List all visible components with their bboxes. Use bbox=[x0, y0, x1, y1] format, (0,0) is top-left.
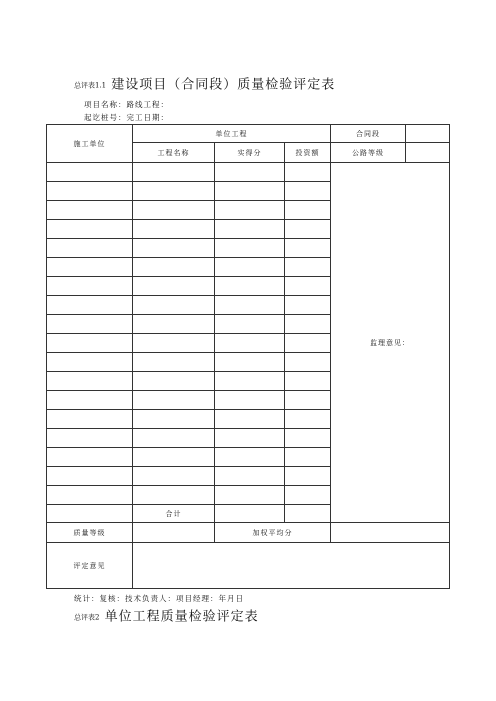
actual-score-cell[interactable] bbox=[215, 220, 285, 239]
unit-cell[interactable] bbox=[47, 201, 133, 220]
actual-score-cell[interactable] bbox=[215, 258, 285, 277]
unit-cell[interactable] bbox=[47, 429, 133, 448]
unit-cell[interactable] bbox=[47, 353, 133, 372]
actual-score-cell[interactable] bbox=[215, 486, 285, 505]
subtotal-score-cell[interactable] bbox=[215, 505, 285, 523]
investment-header: 投资额 bbox=[285, 143, 331, 163]
project-name-cell[interactable] bbox=[133, 448, 215, 467]
form-heading-1: 建设项目（合同段）质量检验评定表 bbox=[111, 77, 336, 93]
investment-cell[interactable] bbox=[285, 391, 331, 410]
unit-cell[interactable] bbox=[47, 410, 133, 429]
project-name-cell[interactable] bbox=[133, 258, 215, 277]
unit-cell[interactable] bbox=[47, 467, 133, 486]
form-title-1 bbox=[74, 76, 335, 94]
actual-score-cell[interactable] bbox=[215, 372, 285, 391]
unit-cell[interactable] bbox=[47, 163, 133, 182]
actual-score-cell[interactable] bbox=[215, 277, 285, 296]
investment-cell[interactable] bbox=[285, 429, 331, 448]
investment-cell[interactable] bbox=[285, 353, 331, 372]
project-name-cell[interactable] bbox=[133, 182, 215, 201]
weighted-average-value[interactable] bbox=[331, 523, 450, 543]
form-number-2: 总评表2 bbox=[74, 613, 100, 622]
project-name-cell[interactable] bbox=[133, 277, 215, 296]
unit-project-header: 单位工程 bbox=[133, 125, 331, 143]
unit-cell[interactable] bbox=[47, 182, 133, 201]
investment-cell[interactable] bbox=[285, 239, 331, 258]
unit-cell[interactable] bbox=[47, 391, 133, 410]
investment-cell[interactable] bbox=[285, 277, 331, 296]
supervision-opinion-cell[interactable] bbox=[331, 163, 450, 523]
weighted-average-label: 加权平均分 bbox=[215, 523, 331, 543]
unit-cell[interactable] bbox=[47, 220, 133, 239]
actual-score-cell[interactable] bbox=[215, 448, 285, 467]
subtotal-investment-cell[interactable] bbox=[285, 505, 331, 523]
actual-score-cell[interactable] bbox=[215, 467, 285, 486]
unit-cell[interactable] bbox=[47, 372, 133, 391]
form-number-1: 总评表1.1 bbox=[74, 81, 107, 90]
subtotal-unit-cell bbox=[47, 505, 133, 523]
investment-cell[interactable] bbox=[285, 486, 331, 505]
investment-cell[interactable] bbox=[285, 258, 331, 277]
project-name-cell[interactable] bbox=[133, 315, 215, 334]
investment-cell[interactable] bbox=[285, 334, 331, 353]
project-name-cell[interactable] bbox=[133, 372, 215, 391]
actual-score-cell[interactable] bbox=[215, 182, 285, 201]
unit-cell[interactable] bbox=[47, 239, 133, 258]
actual-score-cell[interactable] bbox=[215, 239, 285, 258]
investment-cell[interactable] bbox=[285, 448, 331, 467]
evaluation-opinion-label: 评定意见 bbox=[47, 543, 133, 589]
unit-cell[interactable] bbox=[47, 315, 133, 334]
project-name-cell[interactable] bbox=[133, 410, 215, 429]
unit-cell[interactable] bbox=[47, 334, 133, 353]
actual-score-header: 实得分 bbox=[215, 143, 285, 163]
project-name-cell[interactable] bbox=[133, 239, 215, 258]
contract-section-header: 合同段 bbox=[331, 125, 406, 143]
project-name-cell[interactable] bbox=[133, 163, 215, 182]
investment-cell[interactable] bbox=[285, 201, 331, 220]
actual-score-cell[interactable] bbox=[215, 410, 285, 429]
actual-score-cell[interactable] bbox=[215, 334, 285, 353]
project-name-cell[interactable] bbox=[133, 201, 215, 220]
unit-cell[interactable] bbox=[47, 296, 133, 315]
actual-score-cell[interactable] bbox=[215, 391, 285, 410]
project-name-cell[interactable] bbox=[133, 334, 215, 353]
supervision-opinion-label: 监理意见： bbox=[370, 338, 410, 347]
quality-grade-value[interactable] bbox=[133, 523, 215, 543]
actual-score-cell[interactable] bbox=[215, 163, 285, 182]
unit-cell[interactable] bbox=[47, 258, 133, 277]
project-name-cell[interactable] bbox=[133, 486, 215, 505]
actual-score-cell[interactable] bbox=[215, 315, 285, 334]
unit-cell[interactable] bbox=[47, 486, 133, 505]
actual-score-cell[interactable] bbox=[215, 296, 285, 315]
project-name-cell[interactable] bbox=[133, 296, 215, 315]
unit-cell[interactable] bbox=[47, 277, 133, 296]
stake-range-line: 起讫桩号：完工日期： bbox=[84, 113, 169, 122]
investment-cell[interactable] bbox=[285, 467, 331, 486]
signature-line: 统计：复核：技术负责人：项目经理：年月日 bbox=[74, 594, 244, 603]
contract-section-value[interactable] bbox=[406, 125, 450, 143]
form-title-2 bbox=[74, 608, 259, 626]
investment-cell[interactable] bbox=[285, 296, 331, 315]
quality-grade-label: 质量等级 bbox=[47, 523, 133, 543]
project-name-cell[interactable] bbox=[133, 391, 215, 410]
project-name-cell[interactable] bbox=[133, 429, 215, 448]
quality-evaluation-table bbox=[46, 124, 450, 589]
actual-score-cell[interactable] bbox=[215, 353, 285, 372]
evaluation-opinion-value[interactable] bbox=[133, 543, 450, 589]
unit-cell[interactable] bbox=[47, 448, 133, 467]
project-name-cell[interactable] bbox=[133, 220, 215, 239]
road-grade-value[interactable] bbox=[406, 143, 450, 163]
subtotal-label: 合计 bbox=[133, 505, 215, 523]
investment-cell[interactable] bbox=[285, 372, 331, 391]
form-heading-2: 单位工程质量检验评定表 bbox=[104, 609, 259, 625]
investment-cell[interactable] bbox=[285, 315, 331, 334]
project-name-cell[interactable] bbox=[133, 467, 215, 486]
actual-score-cell[interactable] bbox=[215, 201, 285, 220]
road-grade-header: 公路等级 bbox=[331, 143, 406, 163]
project-name-cell[interactable] bbox=[133, 353, 215, 372]
investment-cell[interactable] bbox=[285, 220, 331, 239]
investment-cell[interactable] bbox=[285, 410, 331, 429]
investment-cell[interactable] bbox=[285, 182, 331, 201]
investment-cell[interactable] bbox=[285, 163, 331, 182]
project-name-line: 项目名称：路线工程： bbox=[84, 100, 169, 109]
actual-score-cell[interactable] bbox=[215, 429, 285, 448]
construction-unit-header: 施工单位 bbox=[47, 125, 133, 163]
project-name-header: 工程名称 bbox=[133, 143, 215, 163]
